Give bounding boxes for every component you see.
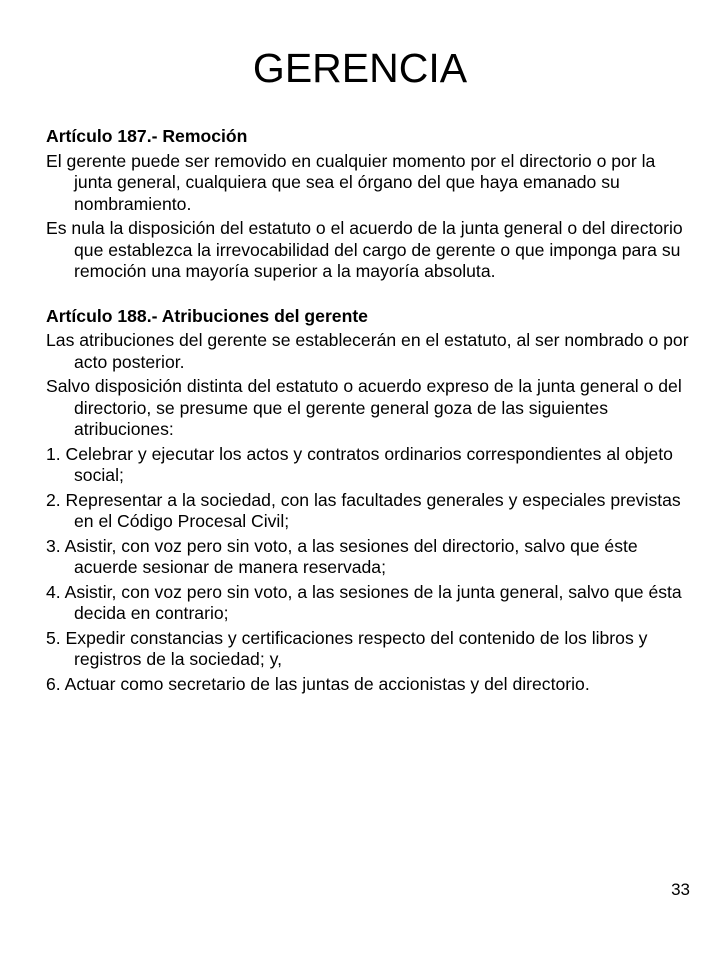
section-spacer [46, 286, 692, 306]
list-item: 2. Representar a la sociedad, con las facultades generales y especiales previstas en el Código Procesal Civil; [46, 489, 681, 531]
article-heading: Artículo 187.- Remoción [46, 126, 248, 146]
paragraph: El gerente puede ser removido en cualquier momento por el directorio o por la junta general, cualquiera que sea el órgano del que haya emanado su nombramiento. [46, 150, 656, 214]
paragraph: Es nula la disposición del estatuto o el acuerdo de la junta general o del directorio que establezca la irrevocabilidad del cargo de gerente o que imponga para su remoción una mayoría superior a la mayoría absoluta. [46, 218, 683, 281]
article-187 [46, 126, 692, 283]
page-title: GERENCIA [252, 45, 468, 91]
list-item: 3. Asistir, con voz pero sin voto, a las sesiones del directorio, salvo que éste acuerde sesionar de manera reservada; [46, 535, 638, 577]
paragraph: Salvo disposición distinta del estatuto o acuerdo expreso de la junta general o del directorio, se presume que el gerente general goza de las siguientes atribuciones: [46, 376, 682, 439]
document-body [46, 126, 692, 698]
list-item: 4. Asistir, con voz pero sin voto, a las sesiones de la junta general, salvo que ésta decida en contrario; [46, 581, 682, 623]
paragraph: Las atribuciones del gerente se establecerán en el estatuto, al ser nombrado o por acto posterior. [46, 330, 689, 372]
article-188 [46, 306, 692, 696]
list-item: 1. Celebrar y ejecutar los actos y contratos ordinarios correspondientes al objeto social; [46, 443, 673, 485]
page-number: 33 [671, 880, 690, 899]
article-heading: Artículo 188.- Atribuciones del gerente [46, 305, 368, 326]
list-item: 6. Actuar como secretario de las juntas de accionistas y del directorio. [46, 673, 590, 694]
list-item: 5. Expedir constancias y certificaciones respecto del contenido de los libros y registros de la sociedad; y, [46, 627, 648, 669]
